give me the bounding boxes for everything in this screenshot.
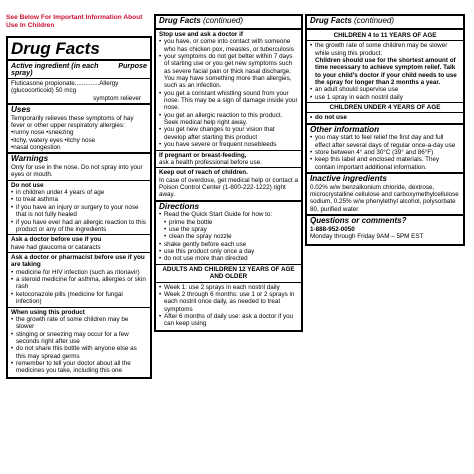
inactive-title: Inactive ingredients [310,174,387,184]
list-item: • runny nose [11,129,44,136]
list-item: • ketoconazole pills (medicine for fungal infection) [11,291,147,306]
active-ingredient-value: Fluticasone propionate..............Allergy (glucocorticoid) 50 mcg [11,79,119,95]
active-ingredient-header [11,62,147,77]
questions-title: Questions or comments? [310,216,407,226]
list-item: • to treat asthma [11,196,147,203]
list-item: • if you have an injury or surgery to your nose that is not fully healed [11,204,147,219]
list-item: • do not use [310,114,460,121]
list-item: • you may start to feel relief the first day and full effect after several days of regular once-a-day use [310,134,460,149]
ask-doctor-text: have had glaucoma or cataracts [11,243,101,251]
panel-heading-bold: Drug Facts [159,16,201,25]
divider [8,252,150,253]
list-item: • clean the spray nozzle [159,233,298,240]
panel-heading [159,17,298,27]
under-4-header: CHILDREN UNDER 4 YEARS OF AGE [307,102,463,113]
divider [8,180,150,181]
other-info-title: Other information [310,124,380,134]
list-item: • Read the Quick Start Guide for how to: [159,211,298,218]
list-item: • itchy, watery eyes [11,137,63,144]
list-item: • prime the bottle [159,219,298,226]
ask-doctor-title: Ask a doctor before use if you [11,236,102,244]
list-item: • Week 2 through 6 months: use 1 or 2 sprays in each nostril once daily, as needed to treat symptoms [159,291,298,313]
keep-out-title: Keep out of reach of children. [159,169,248,177]
divider [8,78,150,79]
inactive-text: 0.02% w/w benzalkonium chloride, dextrose, microcrystalline cellulose and carboxymethylcellulose sodium, 0.25% w/w phenylethyl alcohol, polysorbate 80, purified water [310,183,459,213]
when-using-title: When using this product [11,308,85,316]
list-item: • Week 1: use 2 sprays in each nostril daily [159,284,298,291]
list-item: • do not use more than directed [159,255,298,262]
list-item: • in children under 4 years of age [11,189,147,196]
warnings-text: Only for use in the nose. Do not spray into your eyes or mouth. [11,164,143,179]
list-item: • After 6 months of daily use: ask a doctor if you can keep using [159,313,298,328]
panel-heading-rest: (continued) [200,16,244,25]
column-2 [154,0,303,332]
active-ingredient-purpose: symptom reliever [93,94,141,102]
panel-heading [310,17,460,27]
list-item: • medicine for HIV infection (such as ritonavir) [11,269,147,276]
ask-pharmacist-title: Ask a doctor or pharmacist before use if you are taking [11,253,145,269]
stop-use-title: Stop use and ask a doctor if [159,30,243,38]
drug-facts-panel-2 [154,14,303,332]
active-ingredient-label: Active ingredient (in each spray) [11,60,99,78]
purpose-label: Purpose [118,60,147,70]
uses-text: Temporarily relieves these symptoms of hay fever or other upper respiratory allergies: [11,114,134,129]
panel-heading-bold: Drug Facts [310,16,352,25]
hours-text: Monday through Friday 9AM – 5PM EST [310,233,424,241]
panel-heading-rest: (continued) [351,16,395,25]
column-3 [305,0,465,246]
divider [8,307,150,308]
list-item: • a steroid medicine for asthma, allergies or skin rash [11,276,147,291]
pregnant-title: If pregnant or breast-feeding, [159,151,247,159]
do-not-use-title: Do not use [11,181,44,189]
list-item: • store between 4° and 30°C (39° and 86°F) [310,149,460,156]
list-item: • use the spray [159,226,298,233]
list-item: • nasal congestion [11,144,60,151]
list-item: • you get new changes to your vision that develop after starting this product [159,126,298,141]
list-item: • keep this label and enclosed materials. They contain important additional information. [310,156,460,171]
list-item: • the growth rate of some children may be slower [11,316,147,331]
pregnant-text: ask a health professional before use. [159,158,262,166]
list-item: • remember to tell your doctor about all the medicines you take, including this one [11,360,147,375]
uses-title: Uses [11,105,31,115]
list-item: • shake gently before each use [159,241,298,248]
list-item: • itchy nose [65,137,96,144]
children-info-notice: See Below For Important Information About Use In Children [6,14,143,29]
list-item: • your symptoms do not get better within 7 days of starting use or you get new symptoms such as severe facial pain or thick nasal discharge. You may have something more than allergies, such as an infection. [159,53,298,90]
divider [156,150,301,151]
children-dosage-header: CHILDREN 4 to 11 YEARS OF AGE [307,31,463,41]
keep-out-text: In case of overdose, get medical help or contact a Poison Control Center (1-800-222-1222) right away. [159,176,298,199]
uses-list [11,129,147,151]
list-item: • you have, or come into contact with someone who has chicken pox, measles, or tuberculosis [159,38,298,53]
divider [156,28,301,30]
list-item: • you get an allergic reaction to this product. Seek medical help right away. [159,112,298,127]
children-warning: Children should use for the shortest amount of time necessary to achieve symptom relief. Talk to your child's doctor if your child needs to use the spray for longer than 2 months a year. [315,56,457,86]
divider [156,167,301,168]
list-item: • an adult should supervise use [310,86,460,93]
directions-title: Directions [159,201,200,211]
divider [307,28,463,30]
drug-facts-panel-3 [305,14,465,246]
list-item: • use 1 spray in each nostril daily [310,94,460,101]
column-1 [6,0,152,379]
list-item: • do not share this bottle with anyone else as this may spread germs [11,345,147,360]
list-item: • stinging or sneezing may occur for a few seconds right after use [11,331,147,346]
list-item: • sneezing [46,129,73,136]
list-item: • use this product only once a day [159,248,298,255]
divider [8,234,150,235]
list-item: • if you have ever had an allergic reaction to this product or any of the ingredients [11,219,147,234]
phone-number: 1-888-952-0050 [310,226,355,233]
list-item: • you get a constant whistling sound from your nose. This may be a sign of damage inside your nose. [159,90,298,112]
list-item: • the growth rate of some children may be slower while using this product. [310,42,460,57]
drug-facts-title: Drug Facts [11,38,100,58]
warnings-title: Warnings [11,154,49,164]
adult-dosage-header: ADULTS AND CHILDREN 12 YEARS OF AGE AND OLDER [156,264,301,283]
drug-facts-panel-1 [6,36,152,379]
list-item: • you have severe or frequent nosebleeds [159,141,298,148]
